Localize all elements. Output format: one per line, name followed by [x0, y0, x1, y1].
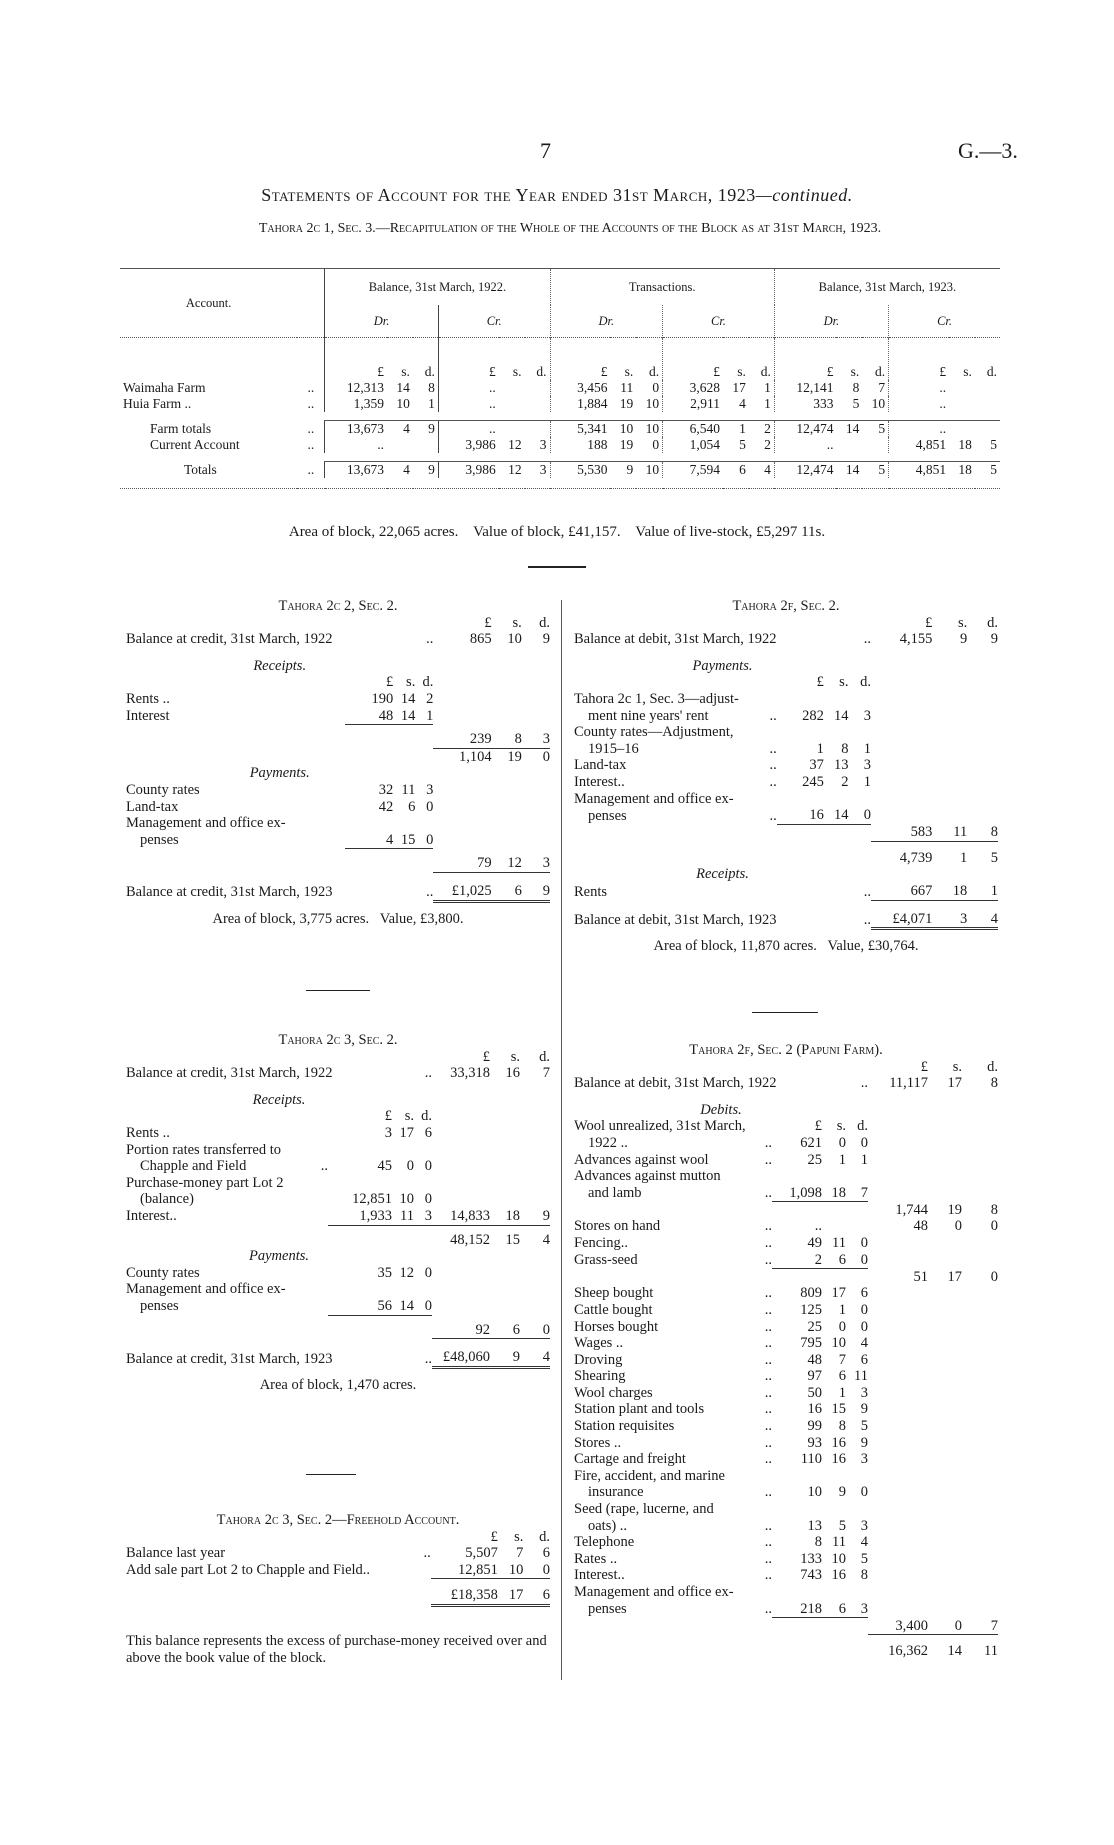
- group-balance-1923: Balance, 31st March, 1923.: [774, 269, 1000, 306]
- payments-total: 79 12 3: [126, 855, 550, 872]
- opening-balance: Balance at debit, 31st March, 1922 .. 11,117 17 8: [574, 1075, 998, 1092]
- recap-row: Totals .. 13,673 4 9 3,986 12 3 5,530 9 10 7,594 6 4 12,474 14 5 4,851 18 5: [120, 462, 1000, 479]
- payment-row: ment nine years' rent .. 282 14 3: [588, 707, 871, 724]
- recap-row: Waimaha Farm .. 12,313 14 8 .. 3,456 11 0 3,628 17 1 12,141 8 7 ..: [120, 380, 1000, 396]
- group-transactions: Transactions.: [550, 269, 774, 306]
- section-divider: [752, 1012, 818, 1013]
- group-total: 3,400 0 7: [574, 1618, 998, 1635]
- debits-heading: Debits.: [700, 1101, 742, 1118]
- freehold-total: £18,358 17 6: [126, 1587, 550, 1605]
- freehold-note: This balance represents the excess of purchase-money received over and above the book value of the block.: [126, 1632, 547, 1666]
- receipt-row: Interest.. 1,933 11 3 14,833 18 9: [126, 1207, 550, 1225]
- receipts-heading: Receipts.: [252, 1091, 306, 1108]
- debit-row: Stores .. .. 93 16 9: [574, 1434, 868, 1451]
- col-cr: Cr.: [663, 305, 775, 338]
- col-dr: Dr.: [774, 305, 888, 338]
- receipts-heading: Receipts.: [253, 657, 307, 674]
- debit-row: Horses bought .. 25 0 0: [574, 1318, 868, 1335]
- col-account: Account.: [185, 295, 232, 310]
- debit-row: Grass-seed .. 2 6 0: [574, 1251, 868, 1269]
- account-heading: Tahora 2c 3, Sec. 2.: [278, 1032, 398, 1048]
- recap-row: Farm totals .. 13,673 4 9 .. 5,341 10 10 6,540 1 2 12,474 14 5 ..: [120, 421, 1000, 438]
- payments-heading: Payments.: [249, 765, 310, 782]
- payments-total: 92 6 0: [126, 1322, 550, 1339]
- debit-row: Stores on hand .. .. 48 0 0: [574, 1218, 998, 1235]
- receipt-row: Rents .. 190 14 2: [126, 690, 434, 707]
- account-papuni-farm: Tahora 2f, Sec. 2 (Papuni Farm). £ s. d. Balance at debit, 31st March, 1922 .. 11,117 17 8 Debits. Wool unrealized, 31st March, £ s. d. 1922 .. .. 621 0 0 Advances against wool .. 25 1 1 Advances against mutton and lamb .. 1,098 18 7 1,744 19 8 Stores on hand .. .. 48 0 0 Fencing.. .. 49 11 0 Grass-seed .. 2 6 0 51 17 0 Sheep bought .. 809 17 6 Cattle bought .. 125 1 0 Horses bought .. 25 0 0 Wages .. .. 795 10 4 Droving .. 48 7 6 Shearing .. 97 6 11 Wool charges .. 50 1 3 Station plant and tools .. 16 15 9 Station requisites .. 99 8 5 Stores .. .. 93 16 9 Cartage and freight .. 110 16 3 Fire, accident, and marine insurance .. 10 9 0 Seed (rape, lucerne, and oats) .. .. 13 5 3 Telephone .. 8 11 4 Rates .. .. 133 10 5 Interest.. .. 743 16 8 Management and office ex- penses .. 218 6 3 3,400 0 7 16,362 14 11: [574, 1042, 998, 1660]
- closing-balance: Balance at credit, 31st March, 1923 .. £48,060 9 4: [126, 1349, 550, 1367]
- account-name: Totals: [184, 461, 217, 477]
- subtotal: 4,739 1 5: [899, 849, 998, 866]
- debit-group: [574, 1285, 998, 1617]
- opening-balance: Balance at credit, 31st March, 1922 .. 33,318 16 7: [126, 1065, 550, 1082]
- opening-balance: Balance at credit, 31st March, 1922 .. 865 10 9: [126, 631, 550, 648]
- area-line: Area of block, 3,775 acres. Value, £3,800.: [212, 910, 464, 927]
- account-name: Current Account: [150, 437, 240, 452]
- account-heading: Tahora 2c 3, Sec. 2—Freehold Account.: [216, 1512, 460, 1528]
- area-line: Area of block, 11,870 acres. Value, £30,764.: [653, 938, 919, 955]
- recap-subtitle: Tahora 2c 1, Sec. 3.—Recapitulation of the Whole of the Accounts of the Block as at 31st March, 1923.: [258, 221, 882, 236]
- section-divider: [306, 990, 370, 991]
- account-name: Huia Farm ..: [123, 396, 192, 411]
- receipt-row: Rents .. 3 17 6: [126, 1124, 432, 1141]
- payment-row: County rates 32 11 3: [126, 781, 434, 798]
- payment-row: 1915–16 .. 1 8 1: [588, 740, 871, 757]
- col-cr: Cr.: [438, 305, 550, 338]
- debit-row: Sheep bought .. 809 17 6: [574, 1285, 868, 1302]
- account-heading: Tahora 2c 2, Sec. 2.: [278, 598, 398, 614]
- freehold-row: Add sale part Lot 2 to Chapple and Field.. 12,851 10 0: [126, 1561, 550, 1579]
- account-tahora-2c2: Tahora 2c 2, Sec. 2. £ s. d. Balance at credit, 31st March, 1922 .. 865 10 9 Receipts. £ s. d. Rents .. 190 14 2 Interest 48 14 1 239 8 3 1,104 19 0 Payments. County rates 32 11 3 Land-tax 42 6 0 Management and office ex- penses 4 15 0 79 12 3 Balance at credit, 31st March, 1923 .. £1,025 6 9 Area of block, 3,775 acres. Value, £3,800.: [126, 598, 550, 927]
- payments-heading: Payments.: [249, 1248, 309, 1265]
- group-balance-1922: Balance, 31st March, 1922.: [325, 269, 550, 306]
- debit-row: Cartage and freight .. 110 16 3: [574, 1451, 868, 1468]
- account-name: Waimaha Farm: [123, 380, 206, 395]
- section-divider: [306, 1474, 356, 1475]
- account-heading: Tahora 2f, Sec. 2 (Papuni Farm).: [689, 1042, 883, 1058]
- debit-row: Seed (rape, lucerne, and: [574, 1501, 714, 1518]
- recap-table: [120, 268, 1000, 489]
- recap-row: Huia Farm .. .. 1,359 10 1 .. 1,884 19 10 2,911 4 1 333 5 10 ..: [120, 396, 1000, 412]
- debit-row: Wool charges .. 50 1 3: [574, 1384, 868, 1401]
- payment-row: penses 56 14 0: [140, 1297, 432, 1315]
- payment-row: Land-tax 42 6 0: [126, 798, 434, 815]
- payments-total: 583 11 8: [574, 824, 998, 841]
- debit-row: and lamb .. 1,098 18 7: [588, 1184, 868, 1202]
- account-heading: Tahora 2f, Sec. 2.: [732, 598, 840, 614]
- area-line: Area of block, 1,470 acres.: [259, 1376, 417, 1393]
- recap-area-line: Area of block, 22,065 acres. Value of block, £41,157. Value of live-stock, £5,297 11s.: [288, 524, 826, 540]
- debit-row: Station plant and tools .. 16 15 9: [574, 1401, 868, 1418]
- debit-row: penses .. 218 6 3: [588, 1600, 868, 1618]
- debit-row: Shearing .. 97 6 11: [574, 1368, 868, 1385]
- receipt-row: Interest 48 14 1: [126, 707, 434, 725]
- col-dr: Dr.: [325, 305, 438, 338]
- subtotal: 48,152 15 4: [450, 1231, 550, 1248]
- receipts-heading: Receipts.: [696, 866, 749, 883]
- freehold-row: Balance last year .. 5,507 7 6: [126, 1545, 550, 1562]
- opening-balance: Balance at debit, 31st March, 1922 .. 4,155 9 9: [574, 631, 998, 648]
- grand-total: 16,362 14 11: [888, 1643, 998, 1660]
- receipt-row: Rents .. 667 18 1: [574, 883, 998, 900]
- payment-row: penses .. 16 14 0: [588, 807, 871, 824]
- group-total: 1,744 19 8: [895, 1201, 998, 1218]
- account-freehold: Tahora 2c 3, Sec. 2—Freehold Account. £ s. d. Balance last year .. 5,507 7 6 Add sale part Lot 2 to Chapple and Field.. 12,851 10 0 £18,358 17 6 This balance represents the excess of purchase-money received over and above the book value of the block.: [126, 1512, 550, 1666]
- debit-row: Station requisites .. 99 8 5: [574, 1418, 868, 1435]
- recap-row: Current Account .. .. 3,986 12 3 188 19 0 1,054 5 2 .. 4,851 18 5: [120, 437, 1000, 453]
- units-row: £ s. d. £ s. d. £ s. d. £ s. d. £ s. d. £ s. d.: [120, 338, 1000, 381]
- debit-row: Cattle bought .. 125 1 0: [574, 1301, 868, 1318]
- payment-row: Interest.. .. 245 2 1: [574, 773, 871, 790]
- receipts-total: 239 8 3: [126, 731, 550, 748]
- debit-row: Wages .. .. 795 10 4: [574, 1335, 868, 1352]
- debit-row: Fencing.. .. 49 11 0: [574, 1235, 868, 1252]
- receipt-row: (balance) 12,851 10 0: [140, 1191, 432, 1208]
- debit-row: Telephone .. 8 11 4: [574, 1534, 868, 1551]
- account-name: Farm totals: [150, 420, 212, 436]
- column-divider: [561, 600, 562, 1680]
- debit-row: insurance .. 10 9 0: [588, 1484, 868, 1501]
- debit-row: Droving .. 48 7 6: [574, 1351, 868, 1368]
- debit-row: oats) .. .. 13 5 3: [588, 1517, 868, 1534]
- debit-row: 1922 .. .. 621 0 0: [588, 1134, 868, 1151]
- account-tahora-2c3: Tahora 2c 3, Sec. 2. £ s. d. Balance at credit, 31st March, 1922 .. 33,318 16 7 Receipts. £ s. d. Rents .. 3 17 6 Portion rates transferred to Chapple and Field .. 45 0 0 Purchase-money part Lot 2 (balance) 12,851 10 0 Interest.. 1,933 11 3 14,833 18 9 48,152 15 4 Payments. County rates 35 12 0 Management and office ex- penses 56 14 0 92 6 0 Balance at credit, 31st March, 1923 .. £48,060 9 4 Area of block, 1,470 acres.: [126, 1032, 550, 1393]
- section-divider: [528, 566, 586, 568]
- debit-row: Advances against wool .. 25 1 1: [574, 1151, 868, 1168]
- receipt-row: Chapple and Field .. 45 0 0: [140, 1158, 432, 1175]
- debit-row: Management and office ex-: [574, 1584, 734, 1600]
- debit-row: Interest.. .. 743 16 8: [574, 1567, 868, 1584]
- payments-heading: Payments.: [692, 657, 753, 674]
- payment-row: County rates 35 12 0: [126, 1264, 432, 1281]
- col-cr: Cr.: [889, 305, 1000, 338]
- col-dr: Dr.: [550, 305, 663, 338]
- page-title: Statements of Account for the Year ended 31st March, 1923—continued.: [261, 185, 853, 205]
- account-tahora-2f: Tahora 2f, Sec. 2. £ s. d. Balance at debit, 31st March, 1922 .. 4,155 9 9 Payments. £ s. d. Tahora 2c 1, Sec. 3—adjust- ment nine years' rent .. 282 14 3 County rates—Adjustment, 1915–16 .. 1 8 1 Land-tax .. 37 13 3 Interest.. .. 245 2 1 Management and office ex- penses .. 16 14 0 583 11 8 4,739 1 5 Receipts. Rents .. 667 18 1 Balance at debit, 31st March, 1923 .. £4,071 3 4 Area of block, 11,870 acres. Value, £30,764.: [574, 598, 998, 955]
- group-total: 51 17 0: [913, 1268, 998, 1285]
- closing-balance: Balance at debit, 31st March, 1923 .. £4,071 3 4: [574, 910, 998, 929]
- debit-row: Rates .. .. 133 10 5: [574, 1550, 868, 1567]
- subtotal: 1,104 19 0: [459, 748, 550, 765]
- payment-row: Land-tax .. 37 13 3: [574, 757, 871, 774]
- page-number: 7: [540, 138, 551, 163]
- debit-row: Fire, accident, and marine: [574, 1467, 725, 1484]
- payment-row: penses 4 15 0: [140, 831, 434, 849]
- closing-balance: Balance at credit, 31st March, 1923 .. £1,025 6 9: [126, 882, 550, 901]
- document-reference: G.—3.: [958, 138, 1018, 163]
